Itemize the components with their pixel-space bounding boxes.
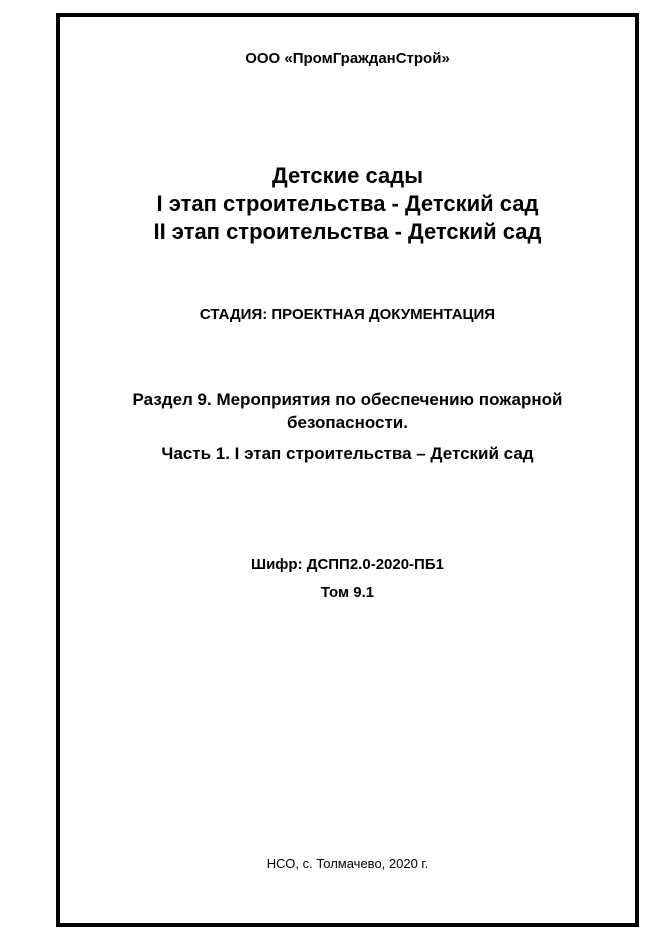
volume-number: Том 9.1 <box>320 584 375 601</box>
page-frame <box>56 13 639 927</box>
title-line-2: I этап строительства - Детский сад <box>156 191 539 216</box>
part-title: Часть 1. I этап строительства – Детский сад <box>161 444 534 463</box>
document-code: Шифр: ДСПП2.0-2020-ПБ1 <box>251 556 444 573</box>
section-title-line-2: безопасности. <box>287 413 408 432</box>
section-title-line-1: Раздел 9. Мероприятия по обеспечению пожарной <box>132 390 563 409</box>
title-line-1: Детские сады <box>272 163 423 188</box>
stage-label: СТАДИЯ: ПРОЕКТНАЯ ДОКУМЕНТАЦИЯ <box>199 306 496 323</box>
company-name: ООО «ПромГражданСтрой» <box>245 50 450 67</box>
place-and-year: НСО, с. Толмачево, 2020 г. <box>266 856 429 871</box>
title-line-3: II этап строительства - Детский сад <box>153 219 542 244</box>
